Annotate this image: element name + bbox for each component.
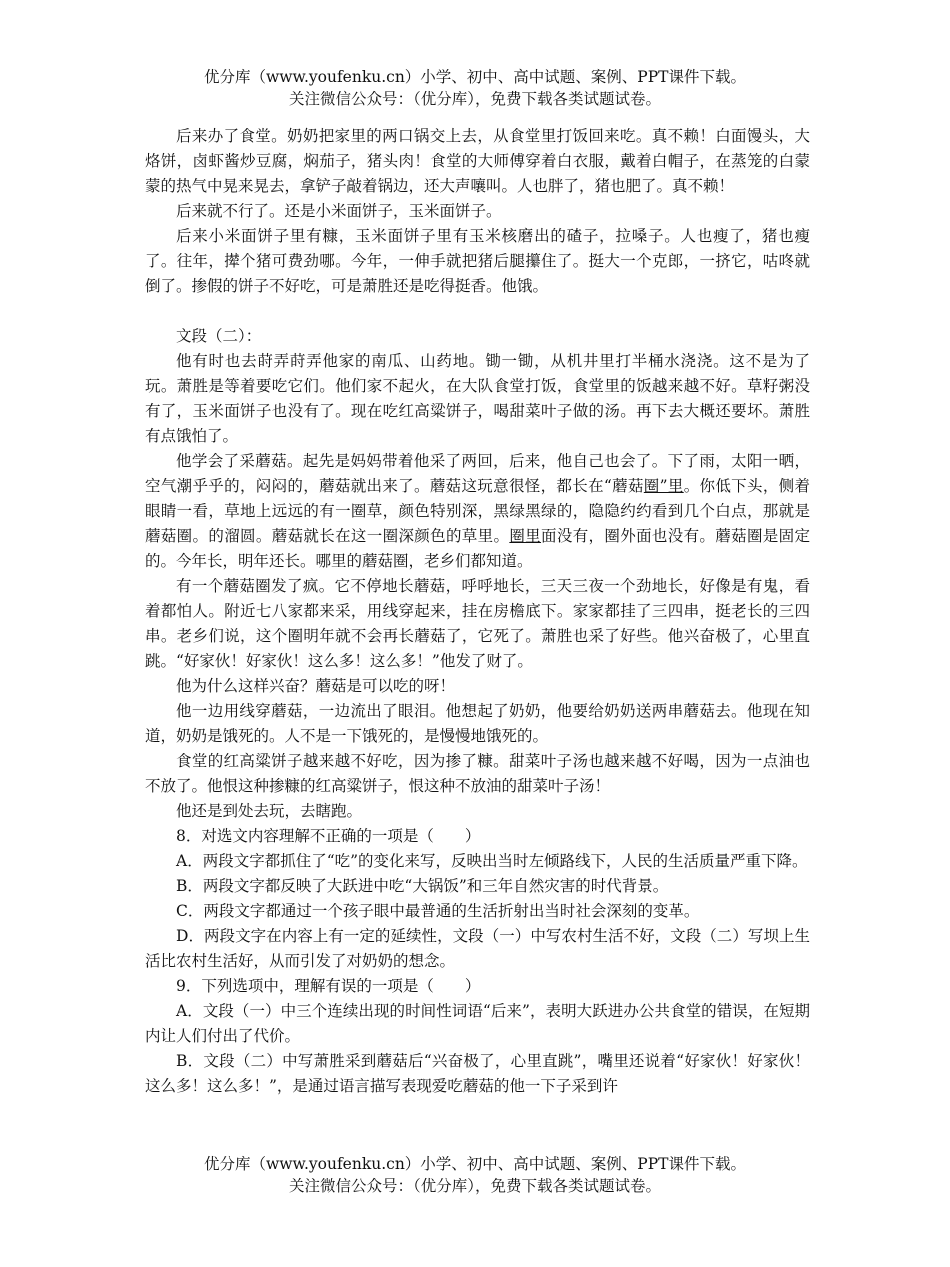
passage1-paragraph-1: 后来办了食堂。奶奶把家里的两口锅交上去，从食堂里打饭回来吃。真不赖！白面馒头，大烙饼，卤虾酱炒豆腐，焖茄子，猪头肉！食堂的大师傅穿着白衣服，戴着白帽子，在蒸笼的白蒙蒙的热气中晃来晃去，拿铲子敲着锅边，还大声嚷叫。人也胖了，猪也肥了。真不赖！ — [145, 127, 810, 195]
header-line-2: 关注微信公众号：（优分库），免费下载各类试题试卷。 — [288, 90, 661, 108]
passage1-paragraph-2: 后来就不行了。还是小米面饼子，玉米面饼子。 — [176, 202, 502, 220]
page-footer — [0, 1153, 950, 1197]
question-9-option-b: B．文段（二）中写萧胜采到蘑菇后“兴奋极了，心里直跳”，嘴里还说着“好家伙！好家伙！这么多！这么多！”，是通过语言描写表现爱吃蘑菇的他一下子采到许 — [145, 1052, 810, 1095]
p2-underline-1: 圈”里 — [643, 477, 684, 495]
question-8-stem: 8．对选文内容理解不正确的一项是（ ） — [176, 827, 481, 845]
p2-text-c: 面没有，圈外面也没有。蘑菇圈是固定的。今年长，明年还长。哪里的蘑菇圈，老乡们都知道。 — [145, 527, 810, 570]
p2-text-b: 。你低下头，侧着眼睛一看，草地上远远的有一圈草，颜色特别深，黑绿黑绿的，隐隐约约看到几个白点，那就是蘑菇圈。的溜圆。蘑菇就长在这一圈深颜色的草里。 — [145, 477, 810, 545]
question-8-option-c: C．两段文字都通过一个孩子眼中最普通的生活折射出当时社会深刻的变革。 — [176, 902, 700, 920]
question-9-option-a: A．文段（一）中三个连续出现的时间性词语“后来”，表明大跃进办公共食堂的错误，在短期内让人们付出了代价。 — [145, 1002, 810, 1045]
question-8-option-d: D．两段文字在内容上有一定的延续性，文段（一）中写农村生活不好，文段（二）写坝上生活比农村生活好，从而引发了对奶奶的想念。 — [145, 927, 810, 970]
passage2-title: 文段（二）： — [176, 327, 262, 345]
passage2-paragraph-7: 他还是到处去玩，去瞎跑。 — [176, 802, 363, 820]
document-body — [145, 124, 810, 1099]
passage2-paragraph-1: 他有时也去莳弄莳弄他家的南瓜、山药地。锄一锄，从机井里打半桶水浇浇。这不是为了玩。萧胜是等着要吃它们。他们家不起火，在大队食堂打饭，食堂里的饭越来越不好。草籽粥没有了，玉米面饼子也没有了。现在吃红高粱饼子，喝甜菜叶子做的汤。再下去大概还要坏。萧胜有点饿怕了。 — [145, 352, 810, 445]
passage2-paragraph-2 — [145, 449, 810, 574]
passage2-paragraph-5: 他一边用线穿蘑菇，一边流出了眼泪。他想起了奶奶，他要给奶奶送两串蘑菇去。他现在知道，奶奶是饿死的。人不是一下饿死的，是慢慢地饿死的。 — [145, 702, 810, 745]
passage2-paragraph-3: 有一个蘑菇圈发了疯。它不停地长蘑菇，呼呼地长，三天三夜一个劲地长，好像是有鬼，看着都怕人。附近七八家都来采，用线穿起来，挂在房檐底下。家家都挂了三四串，挺老长的三四串。老乡们说，这个圈明年就不会再长蘑菇了，它死了。萧胜也采了好些。他兴奋极了，心里直跳。“好家伙！好家伙！这么多！这么多！”他发了财了。 — [145, 577, 810, 670]
passage1-paragraph-3: 后来小米面饼子里有糠，玉米面饼子里有玉米核磨出的碴子，拉嗓子。人也瘦了，猪也瘦了。往年，撵个猪可费劲哪。今年，一伸手就把猪后腿攥住了。挺大一个克郎，一挤它，咕咚就倒了。掺假的饼子不好吃，可是萧胜还是吃得挺香。他饿。 — [145, 227, 810, 295]
question-8-option-b: B．两段文字都反映了大跃进中吃“大锅饭”和三年自然灾害的时代背景。 — [176, 877, 669, 895]
p2-text-a: 他学会了采蘑菇。起先是妈妈带着他采了两回，后来，他自己也会了。下了雨，太阳一晒，空气潮乎乎的，闷闷的，蘑菇就出来了。蘑菇这玩意很怪，都长在“蘑菇 — [145, 452, 810, 495]
footer-line-1: 优分库（www.youfenku.cn）小学、初中、高中试题、案例、PPT课件下载。 — [203, 1155, 747, 1173]
page-header — [0, 66, 950, 110]
passage2-paragraph-6: 食堂的红高粱饼子越来越不好吃，因为掺了糠。甜菜叶子汤也越来越不好喝，因为一点油也不放了。他恨这种掺糠的红高粱饼子，恨这种不放油的甜菜叶子汤！ — [145, 752, 810, 795]
passage2-paragraph-4: 他为什么这样兴奋？蘑菇是可以吃的呀！ — [176, 677, 456, 695]
footer-line-2: 关注微信公众号：（优分库），免费下载各类试题试卷。 — [288, 1177, 661, 1195]
question-9-stem: 9．下列选项中，理解有误的一项是（ ） — [176, 977, 481, 995]
question-8-option-a: A．两段文字都抓住了“吃”的变化来写，反映出当时左倾路线下，人民的生活质量严重下降。 — [176, 852, 808, 870]
header-line-1: 优分库（www.youfenku.cn）小学、初中、高中试题、案例、PPT课件下载。 — [203, 68, 747, 86]
p2-underline-2: 圈里 — [509, 527, 542, 545]
